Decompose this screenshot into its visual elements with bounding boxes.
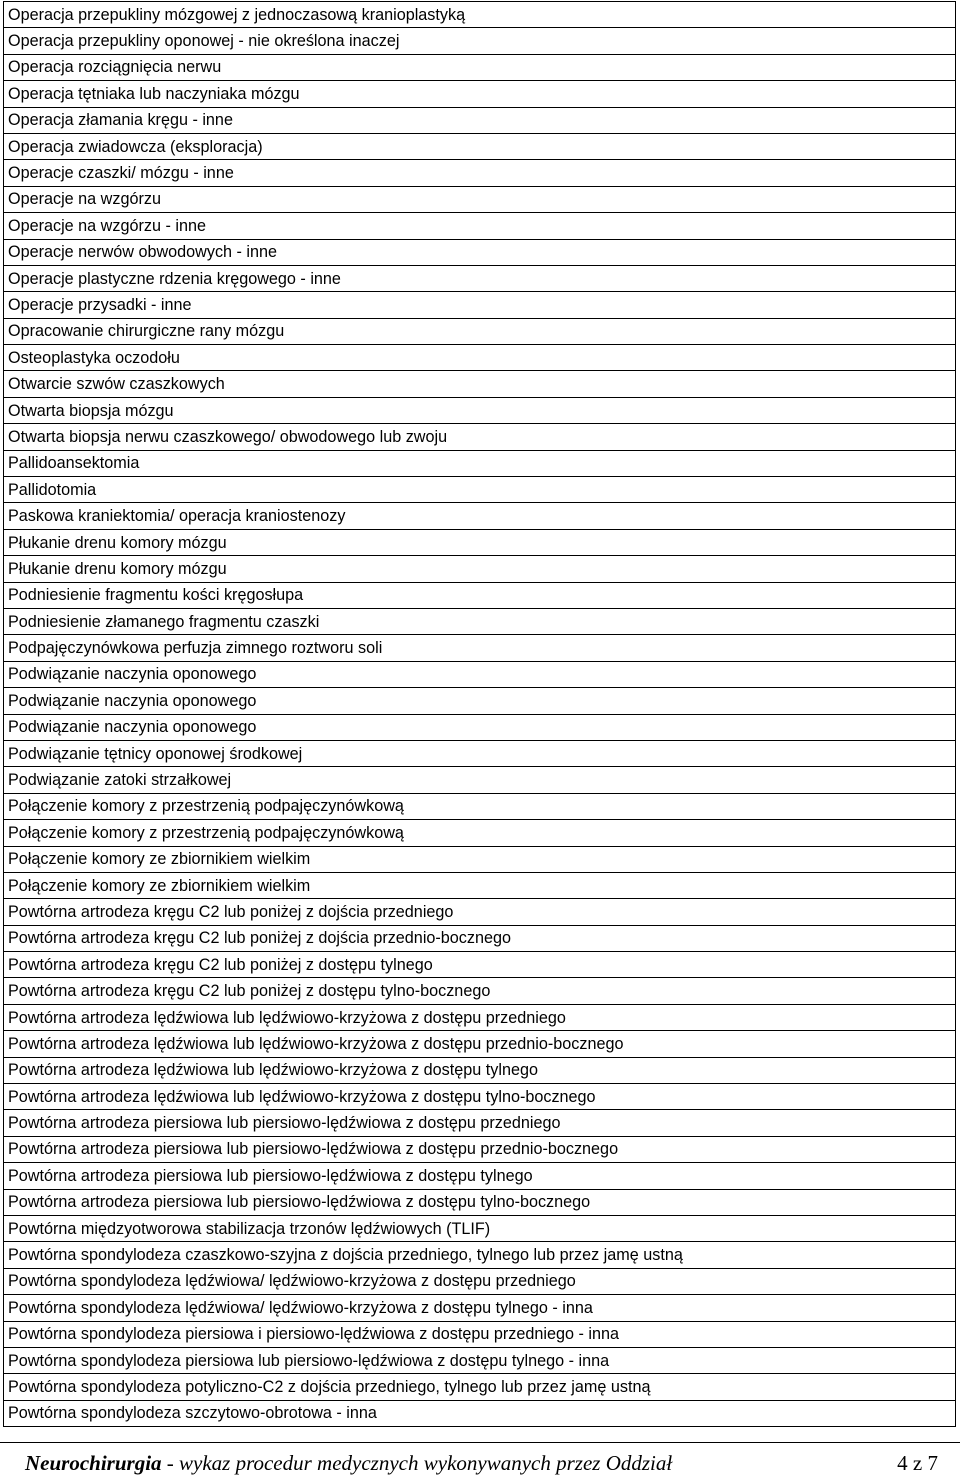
table-row [4, 1163, 956, 1189]
footer-title [25, 1452, 672, 1474]
procedure-cell: Powtórna artrodeza kręgu C2 lub poniżej z dostępu tylno-bocznego [4, 978, 956, 1004]
procedure-cell: Operacje nerwów obwodowych - inne [4, 239, 956, 265]
procedure-cell: Podwiązanie naczynia oponowego [4, 714, 956, 740]
table-row [4, 1400, 956, 1426]
table-row [4, 186, 956, 212]
procedure-cell: Operacja tętniaka lub naczyniaka mózgu [4, 81, 956, 107]
table-row [4, 872, 956, 898]
table-row [4, 28, 956, 54]
table-row [4, 265, 956, 291]
table-row [4, 503, 956, 529]
procedure-cell: Powtórna artrodeza lędźwiowa lub lędźwiowo-krzyżowa z dostępu tylno-bocznego [4, 1084, 956, 1110]
table-row [4, 1215, 956, 1241]
procedure-cell: Powtórna artrodeza piersiowa lub piersiowo-lędźwiowa z dostępu przedniego [4, 1110, 956, 1136]
page-number: 4 z 7 [897, 1451, 938, 1475]
procedure-cell: Operacje na wzgórzu [4, 186, 956, 212]
table-row [4, 608, 956, 634]
procedure-cell: Podwiązanie naczynia oponowego [4, 688, 956, 714]
table-row [4, 318, 956, 344]
table-row [4, 688, 956, 714]
procedure-cell: Płukanie drenu komory mózgu [4, 529, 956, 555]
table-row [4, 978, 956, 1004]
procedure-cell: Podniesienie złamanego fragmentu czaszki [4, 608, 956, 634]
procedure-cell: Powtórna spondylodeza piersiowa lub piersiowo-lędźwiowa z dostępu tylnego - inna [4, 1347, 956, 1373]
table-row [4, 292, 956, 318]
table-row [4, 1189, 956, 1215]
table-row [4, 213, 956, 239]
procedure-cell: Powtórna artrodeza lędźwiowa lub lędźwiowo-krzyżowa z dostępu przedniego [4, 1004, 956, 1030]
procedure-cell: Powtórna artrodeza piersiowa lub piersiowo-lędźwiowa z dostępu przednio-bocznego [4, 1136, 956, 1162]
procedure-cell: Powtórna artrodeza piersiowa lub piersiowo-lędźwiowa z dostępu tylnego [4, 1163, 956, 1189]
table-row [4, 345, 956, 371]
procedure-cell: Otwarta biopsja mózgu [4, 397, 956, 423]
table-row [4, 160, 956, 186]
procedure-cell: Połączenie komory ze zbiornikiem wielkim [4, 846, 956, 872]
procedure-cell: Powtórna artrodeza piersiowa lub piersiowo-lędźwiowa z dostępu tylno-bocznego [4, 1189, 956, 1215]
table-row [4, 477, 956, 503]
procedure-cell: Połączenie komory ze zbiornikiem wielkim [4, 872, 956, 898]
procedure-cell: Płukanie drenu komory mózgu [4, 556, 956, 582]
table-row [4, 1004, 956, 1030]
table-row [4, 635, 956, 661]
table-row [4, 793, 956, 819]
procedure-cell: Powtórna spondylodeza szczytowo-obrotowa - inna [4, 1400, 956, 1426]
table-row [4, 81, 956, 107]
procedure-cell: Operacje czaszki/ mózgu - inne [4, 160, 956, 186]
table-row [4, 54, 956, 80]
procedure-cell: Powtórna artrodeza lędźwiowa lub lędźwiowo-krzyżowa z dostępu tylnego [4, 1057, 956, 1083]
page-footer [0, 1442, 960, 1475]
procedure-cell: Podpajęczynówkowa perfuzja zimnego roztworu soli [4, 635, 956, 661]
procedure-cell: Operacje plastyczne rdzenia kręgowego - inne [4, 265, 956, 291]
table-row [4, 1136, 956, 1162]
table-row [4, 1084, 956, 1110]
procedure-cell: Powtórna spondylodeza piersiowa i piersiowo-lędźwiowa z dostępu przedniego - inna [4, 1321, 956, 1347]
table-row [4, 820, 956, 846]
table-row [4, 1031, 956, 1057]
procedure-cell: Operacja przepukliny mózgowej z jednoczasową kranioplastyką [4, 2, 956, 28]
table-row [4, 371, 956, 397]
table-row [4, 1295, 956, 1321]
procedure-cell: Powtórna artrodeza lędźwiowa lub lędźwiowo-krzyżowa z dostępu przednio-bocznego [4, 1031, 956, 1057]
procedure-cell: Podwiązanie zatoki strzałkowej [4, 767, 956, 793]
table-row [4, 424, 956, 450]
table-row [4, 661, 956, 687]
table-row [4, 107, 956, 133]
procedure-cell: Paskowa kraniektomia/ operacja kraniostenozy [4, 503, 956, 529]
procedure-cell: Powtórna artrodeza kręgu C2 lub poniżej z dojścia przednio-bocznego [4, 925, 956, 951]
procedure-cell: Powtórna spondylodeza czaszkowo-szyjna z dojścia przedniego, tylnego lub przez jamę ustną [4, 1242, 956, 1268]
procedure-table-body [4, 2, 956, 1427]
procedure-cell: Operacja przepukliny oponowej - nie określona inaczej [4, 28, 956, 54]
procedure-table [3, 1, 956, 1427]
table-row [4, 714, 956, 740]
table-row [4, 1321, 956, 1347]
procedure-cell: Połączenie komory z przestrzenią podpajęczynówkową [4, 793, 956, 819]
procedure-cell: Powtórna spondylodeza potyliczno-C2 z dojścia przedniego, tylnego lub przez jamę ustną [4, 1374, 956, 1400]
table-row [4, 1242, 956, 1268]
footer-title-description: - wykaz procedur medycznych wykonywanych przez Oddział [161, 1451, 673, 1475]
procedure-cell: Otwarta biopsja nerwu czaszkowego/ obwodowego lub zwoju [4, 424, 956, 450]
table-row [4, 133, 956, 159]
table-row [4, 450, 956, 476]
procedure-cell: Podwiązanie naczynia oponowego [4, 661, 956, 687]
table-row [4, 582, 956, 608]
procedure-cell: Operacje przysadki - inne [4, 292, 956, 318]
table-row [4, 846, 956, 872]
table-row [4, 899, 956, 925]
procedure-cell: Powtórna spondylodeza lędźwiowa/ lędźwiowo-krzyżowa z dostępu tylnego - inna [4, 1295, 956, 1321]
table-row [4, 556, 956, 582]
procedure-cell: Powtórna spondylodeza lędźwiowa/ lędźwiowo-krzyżowa z dostępu przedniego [4, 1268, 956, 1294]
table-row [4, 239, 956, 265]
table-row [4, 529, 956, 555]
table-row [4, 1347, 956, 1373]
table-row [4, 1057, 956, 1083]
procedure-cell: Operacje na wzgórzu - inne [4, 213, 956, 239]
procedure-cell: Podwiązanie tętnicy oponowej środkowej [4, 740, 956, 766]
table-row [4, 397, 956, 423]
table-row [4, 1374, 956, 1400]
procedure-cell: Opracowanie chirurgiczne rany mózgu [4, 318, 956, 344]
procedure-cell: Powtórna międzyotworowa stabilizacja trzonów lędźwiowych (TLIF) [4, 1215, 956, 1241]
procedure-cell: Połączenie komory z przestrzenią podpajęczynówkową [4, 820, 956, 846]
procedure-cell: Operacja rozciągnięcia nerwu [4, 54, 956, 80]
procedure-cell: Operacja złamania kręgu - inne [4, 107, 956, 133]
procedure-cell: Powtórna artrodeza kręgu C2 lub poniżej z dojścia przedniego [4, 899, 956, 925]
table-row [4, 767, 956, 793]
procedure-cell: Operacja zwiadowcza (eksploracja) [4, 133, 956, 159]
procedure-cell: Powtórna artrodeza kręgu C2 lub poniżej z dostępu tylnego [4, 952, 956, 978]
table-row [4, 2, 956, 28]
table-row [4, 1268, 956, 1294]
procedure-cell: Pallidoansektomia [4, 450, 956, 476]
table-row [4, 740, 956, 766]
table-row [4, 925, 956, 951]
procedure-cell: Otwarcie szwów czaszkowych [4, 371, 956, 397]
procedure-cell: Podniesienie fragmentu kości kręgosłupa [4, 582, 956, 608]
table-row [4, 952, 956, 978]
procedure-cell: Pallidotomia [4, 477, 956, 503]
table-row [4, 1110, 956, 1136]
procedure-cell: Osteoplastyka oczodołu [4, 345, 956, 371]
footer-title-department: Neurochirurgia [25, 1451, 162, 1475]
